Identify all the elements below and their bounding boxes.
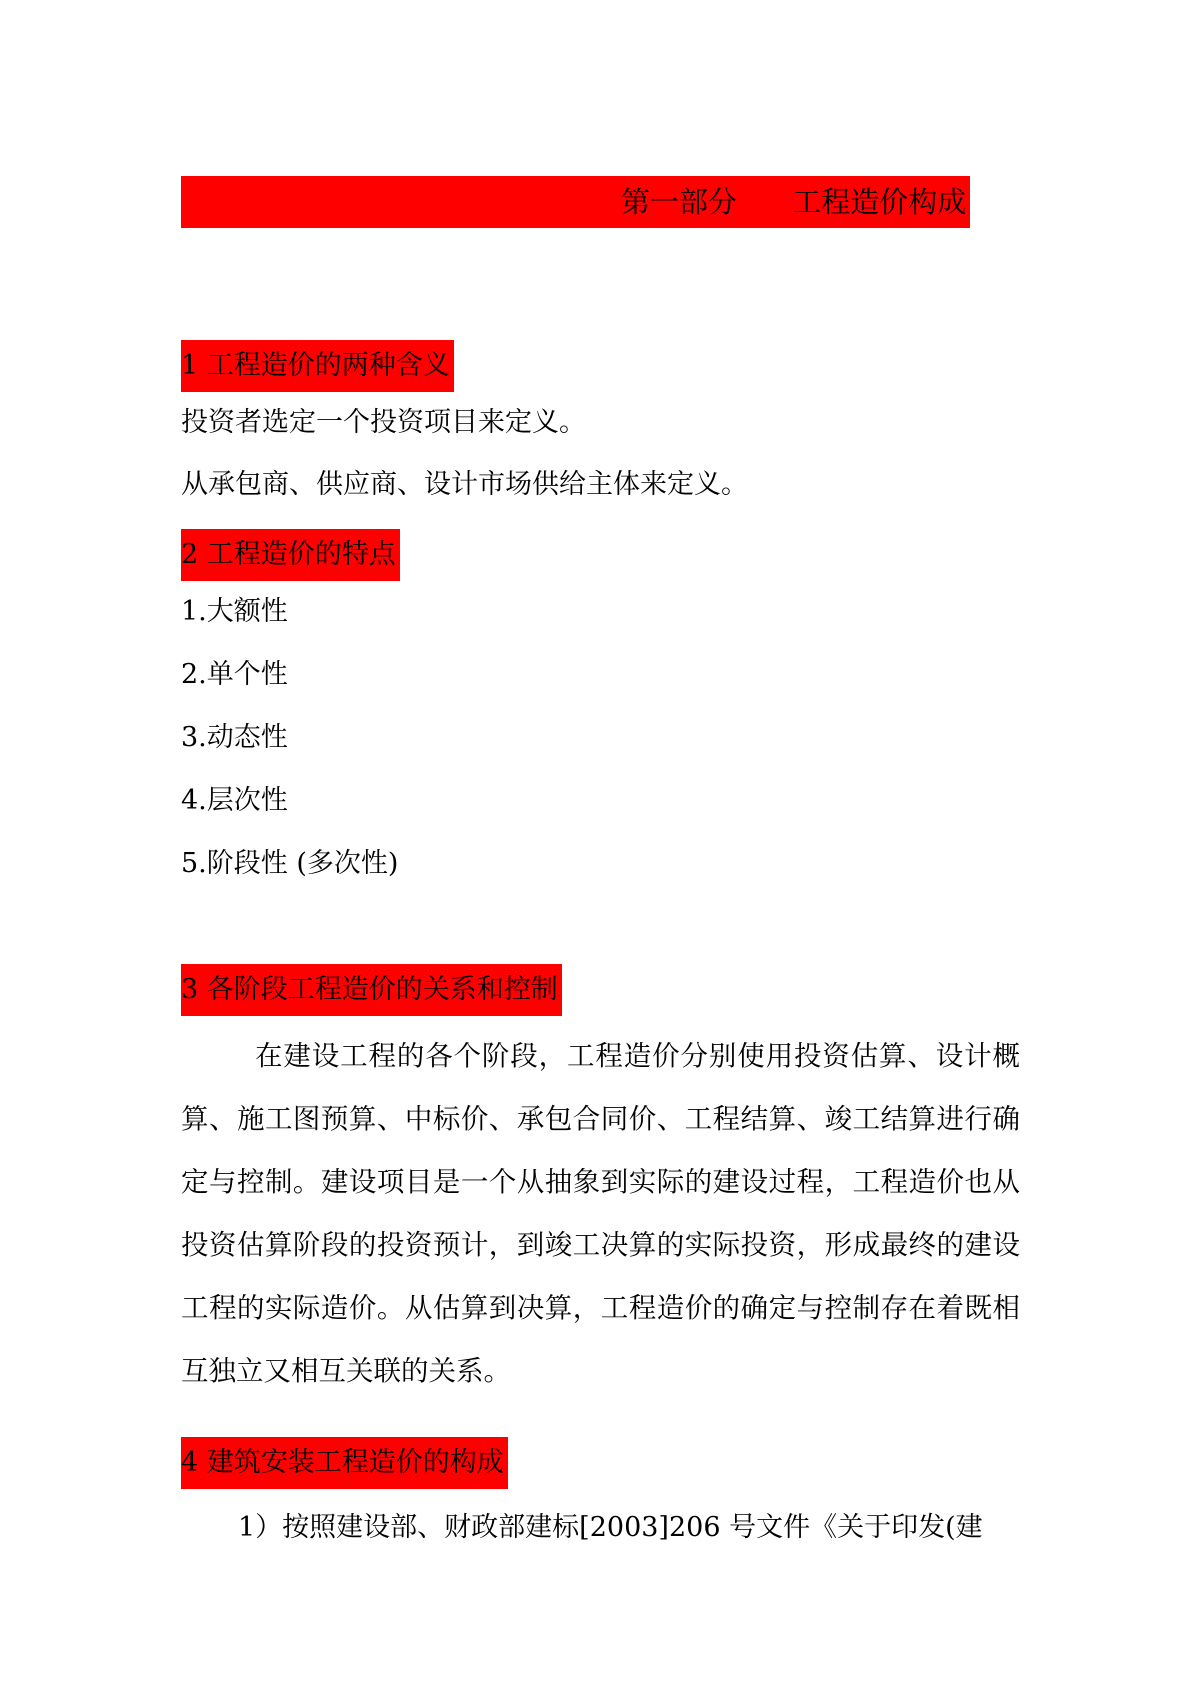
- section-3-heading: 3 各阶段工程造价的关系和控制: [181, 964, 562, 1016]
- section-2-item-4: 4.层次性: [181, 785, 288, 816]
- section-2-item-3: 3.动态性: [181, 722, 288, 753]
- section-2-heading: 2 工程造价的特点: [181, 529, 400, 581]
- section-3-paragraph: 在建设工程的各个阶段，工程造价分别使用投资估算、设计概算、施工图预算、中标价、承包合同价、工程结算、竣工结算进行确定与控制。建设项目是一个从抽象到实际的建设过程，工程造价也从投资估算阶段的投资预计，到竣工决算的实际投资，形成最终的建设工程的实际造价。从估算到决算，工程造价的确定与控制存在着既相互独立又相互关联的关系。: [181, 1040, 1020, 1387]
- part-title-banner: [181, 176, 970, 228]
- section-2-item-1: 1.大额性: [181, 596, 288, 627]
- section-1-heading: 1 工程造价的两种含义: [181, 340, 454, 392]
- section-1-line-2: 从承包商、供应商、设计市场供给主体来定义。: [181, 469, 748, 500]
- part-title: 第一部分 工程造价构成: [621, 185, 967, 219]
- section-4-line-1: 1）按照建设部、财政部建标[2003]206 号文件《关于印发(建: [238, 1512, 983, 1543]
- section-1-line-1: 投资者选定一个投资项目来定义。: [181, 407, 586, 438]
- section-2-item-2: 2.单个性: [181, 659, 288, 690]
- section-2-item-5: 5.阶段性 (多次性): [181, 848, 399, 879]
- section-4-heading: 4 建筑安装工程造价的构成: [181, 1437, 508, 1489]
